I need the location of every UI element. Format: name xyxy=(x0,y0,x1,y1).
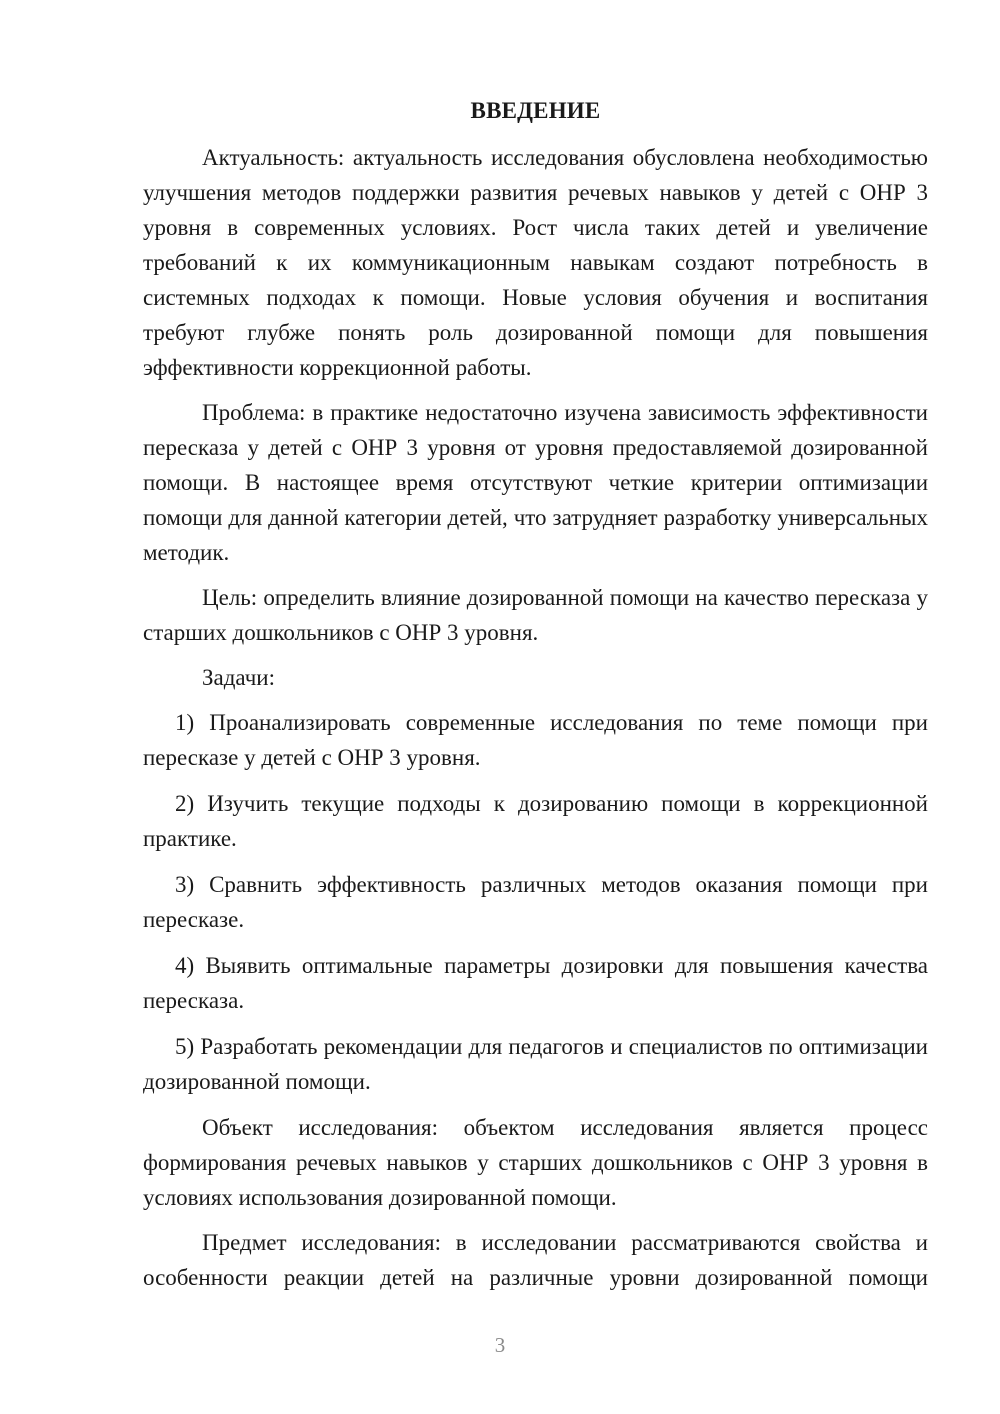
task-item-4: 4) Выявить оптимальные параметры дозировки для повышения качества пересказа. xyxy=(143,953,928,1013)
goal-paragraph: Цель: определить влияние дозированной помощи на качество пересказа у старших дошкольников с ОНР 3 уровня. xyxy=(143,585,928,645)
task-item-2: 2) Изучить текущие подходы к дозированию помощи в коррекционной практике. xyxy=(143,791,928,851)
problem-paragraph: Проблема: в практике недостаточно изучена зависимость эффективности пересказа у детей с ОНР 3 уровня от уровня предоставляемой дозированной помощи. В настоящее время отсутствуют четкие критерии оптимизации помощи для данной категории детей, что затрудняет разработку универсальных методик. xyxy=(143,400,928,565)
relevance-paragraph: Актуальность: актуальность исследования обусловлена необходимостью улучшения методов поддержки развития речевых навыков у детей с ОНР 3 уровня в современных условиях. Рост числа таких детей и увеличение требований к их коммуникационным навыкам создают потребность в системных подходах к помощи. Новые условия обучения и воспитания требуют глубже понять роль дозированной помощи для повышения эффективности коррекционной работы. xyxy=(143,145,928,380)
task-item-1: 1) Проанализировать современные исследования по теме помощи при пересказе у детей с ОНР 3 уровня. xyxy=(143,710,928,770)
task-item-3: 3) Сравнить эффективность различных методов оказания помощи при пересказе. xyxy=(143,872,928,932)
section-heading: ВВЕДЕНИЕ xyxy=(470,98,601,123)
subject-paragraph: Предмет исследования: в исследовании рассматриваются свойства и особенности реакции детей на различные уровни дозированной помощи xyxy=(143,1230,928,1290)
object-paragraph: Объект исследования: объектом исследования является процесс формирования речевых навыков у старших дошкольников с ОНР 3 уровня в условиях использования дозированной помощи. xyxy=(143,1115,928,1210)
page-number: 3 xyxy=(494,1333,506,1357)
tasks-label: Задачи: xyxy=(202,665,275,690)
task-item-5: 5) Разработать рекомендации для педагогов и специалистов по оптимизации дозированной помощи. xyxy=(143,1034,928,1094)
page-content xyxy=(143,94,928,1295)
